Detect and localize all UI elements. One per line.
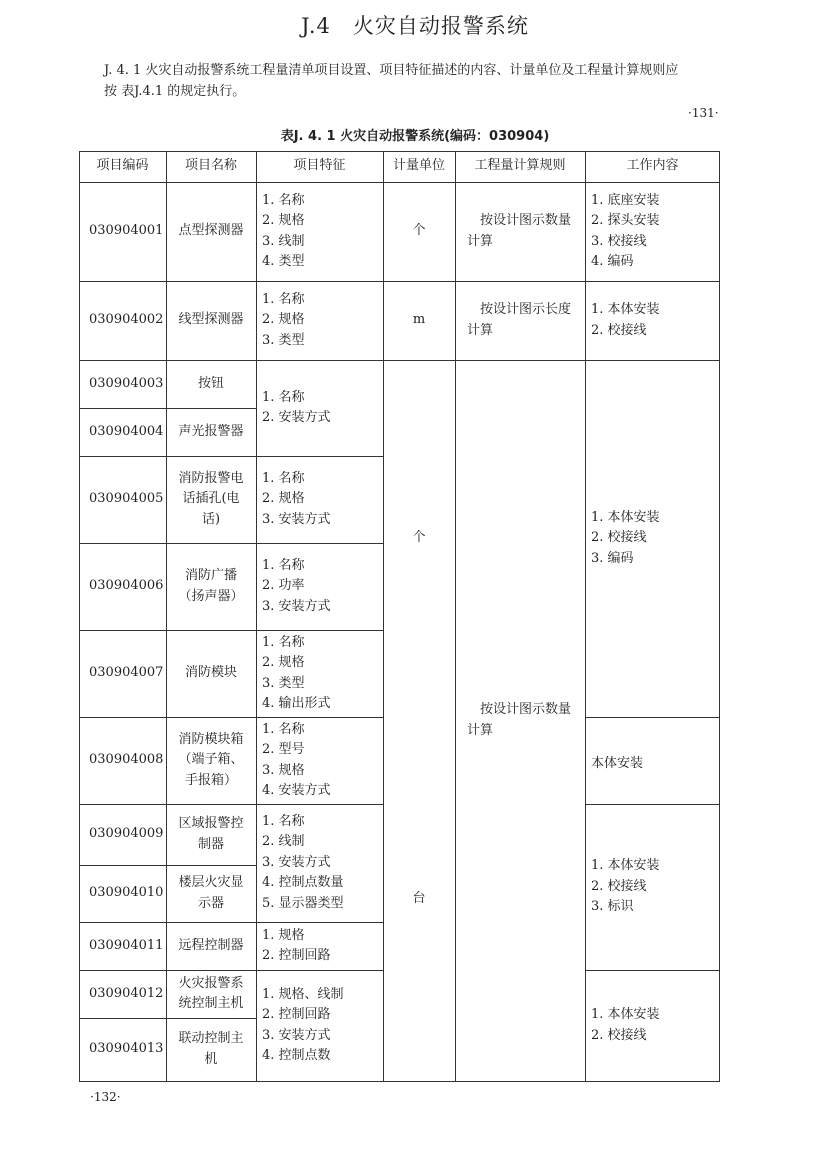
- header-unit: [383, 151, 455, 182]
- item-code: [79, 970, 166, 1018]
- header-label: 计量单位: [392, 158, 445, 174]
- row-divider: [79, 922, 383, 923]
- list-item: 2. 线制: [262, 834, 305, 850]
- header-features: [256, 151, 383, 182]
- item-code: [79, 281, 166, 360]
- item-code: [79, 182, 166, 281]
- item-code: [79, 1018, 166, 1081]
- list-item: 3. 规格: [262, 762, 305, 778]
- item-code: [79, 360, 166, 408]
- feature-group: [256, 543, 383, 630]
- work-cell: [585, 360, 720, 717]
- work-list: [591, 508, 660, 570]
- header-label: 项目特征: [293, 158, 346, 174]
- item-name-text: 线型探测器: [178, 312, 244, 328]
- list-item: 1. 本体安装: [591, 858, 660, 874]
- header-label: 项目名称: [184, 158, 237, 174]
- item-name: [166, 408, 256, 456]
- item-code-text: 030904001: [89, 223, 164, 239]
- header-name: [166, 151, 256, 182]
- unit-cell: [383, 182, 455, 281]
- feature-list: [262, 556, 331, 618]
- quantity-table: [79, 151, 720, 1081]
- item-code-text: 030904011: [89, 937, 164, 953]
- work-cell: [585, 970, 720, 1081]
- list-item: 3. 类型: [262, 332, 305, 348]
- table-caption: 表J. 4. 1 火灾自动报警系统(编码：030904): [280, 129, 550, 144]
- work-cell: [585, 281, 720, 360]
- list-item: 2. 规格: [262, 655, 305, 670]
- intro-paragraph: [104, 60, 764, 102]
- item-name-text: 消防广播（扬声器）: [178, 568, 244, 604]
- item-code-text: 030904006: [89, 578, 164, 594]
- item-name-text: 远程控制器: [178, 937, 244, 953]
- item-code: [79, 717, 166, 804]
- row-divider: [79, 717, 383, 718]
- table-border-right: [719, 151, 720, 1081]
- item-code-text: 030904013: [89, 1041, 164, 1057]
- feature-list: [262, 633, 331, 715]
- item-name-text: 按钮: [197, 375, 224, 391]
- list-item: 3. 线制: [262, 233, 305, 249]
- feature-list: [262, 388, 331, 429]
- list-item: 4. 编码: [591, 254, 634, 269]
- feature-group: [256, 281, 383, 360]
- item-code: [79, 408, 166, 456]
- list-item: 1. 名称: [262, 813, 305, 829]
- work-cell: [585, 182, 720, 281]
- unit-cell: [383, 360, 455, 717]
- intro-line-2: 按 表J.4.1 的规定执行。: [104, 84, 246, 99]
- list-item: 2. 校接线: [591, 530, 647, 546]
- intro-line-1: J. 4. 1 火灾自动报警系统工程量清单项目设置、项目特征描述的内容、计量单位及工程量计算规则应: [104, 63, 679, 78]
- row-divider: [79, 408, 256, 409]
- feature-list: [262, 720, 331, 802]
- column-divider: [455, 151, 456, 1081]
- row-divider: [585, 804, 720, 805]
- rule-text: 按设计图示数量计算: [467, 702, 572, 738]
- work-list: [591, 754, 643, 775]
- list-item: 2. 规格: [262, 213, 305, 228]
- list-item: 4. 输出形式: [262, 696, 331, 711]
- list-item: 5. 显示器类型: [262, 895, 344, 911]
- feature-group: [256, 804, 383, 922]
- item-code: [79, 630, 166, 717]
- header-work: [585, 151, 720, 182]
- list-item: 3. 标识: [591, 899, 634, 915]
- list-item: 4. 类型: [262, 254, 305, 269]
- feature-group: [256, 360, 383, 456]
- item-name-text: 联动控制主机: [178, 1031, 244, 1067]
- item-name-text: 楼层火灾显示器: [178, 875, 244, 911]
- work-cell: [585, 804, 720, 970]
- item-code-text: 030904012: [89, 985, 164, 1001]
- feature-list: [262, 469, 331, 531]
- work-list: [591, 300, 660, 341]
- item-name-text: 消防模块: [184, 665, 237, 681]
- item-name: [166, 630, 256, 717]
- page-number-top: ·131·: [688, 106, 719, 120]
- item-name: [166, 1018, 256, 1081]
- feature-group: [256, 922, 383, 970]
- list-item: 1. 名称: [262, 389, 305, 405]
- list-item: 1. 本体安装: [591, 509, 660, 525]
- feature-group: [256, 970, 383, 1081]
- feature-list: [262, 926, 331, 967]
- rule-cell: [455, 360, 585, 1081]
- unit-cell: [383, 281, 455, 360]
- column-divider: [585, 151, 586, 1081]
- item-code-text: 030904003: [89, 375, 164, 391]
- work-list: [591, 1005, 660, 1046]
- feature-group: [256, 717, 383, 804]
- column-divider: [256, 151, 257, 1081]
- list-item: 4. 安装方式: [262, 783, 331, 798]
- feature-group: [256, 630, 383, 717]
- item-name: [166, 182, 256, 281]
- row-divider: [79, 970, 383, 971]
- row-divider: [79, 360, 720, 361]
- feature-list: [262, 985, 344, 1067]
- list-item: 1. 本体安装: [591, 1007, 660, 1022]
- list-item: 3. 安装方式: [262, 1027, 331, 1043]
- item-name-text: 区域报警控制器: [178, 816, 244, 852]
- row-divider: [585, 970, 720, 971]
- item-name: [166, 360, 256, 408]
- row-divider: [79, 804, 383, 805]
- list-item: 3. 安装方式: [262, 598, 331, 614]
- item-code: [79, 456, 166, 543]
- item-code-text: 030904005: [89, 491, 164, 507]
- item-name: [166, 804, 256, 865]
- list-item: 1. 名称: [262, 291, 305, 307]
- header-code: [79, 151, 166, 182]
- item-name: [166, 922, 256, 970]
- table-border-top: [79, 151, 720, 152]
- list-item: 4. 控制点数: [262, 1048, 331, 1063]
- list-item: 3. 类型: [262, 675, 305, 691]
- unit-text: m: [412, 312, 426, 328]
- rule-text: 按设计图示数量计算: [467, 213, 572, 249]
- list-item: 1. 本体安装: [591, 302, 660, 317]
- item-code-text: 030904010: [89, 885, 164, 901]
- row-divider: [79, 1018, 256, 1019]
- list-item: 3. 编码: [591, 550, 634, 566]
- item-code: [79, 804, 166, 865]
- list-item: 1. 名称: [262, 192, 305, 208]
- feature-group: [256, 182, 383, 281]
- item-code: [79, 865, 166, 922]
- row-divider: [79, 865, 256, 866]
- item-name-text: 火灾报警系统控制主机: [178, 975, 244, 1011]
- list-item: 2. 规格: [262, 312, 305, 328]
- row-divider: [79, 630, 383, 631]
- list-item: 2. 功率: [262, 578, 305, 594]
- unit-text: 台: [412, 890, 426, 906]
- list-item: 2. 控制回路: [262, 948, 331, 963]
- rule-cell: [455, 182, 585, 281]
- column-divider: [166, 151, 167, 1081]
- feature-list: [262, 290, 305, 352]
- feature-group: [256, 456, 383, 543]
- item-name-text: 消防报警电话插孔(电话): [178, 470, 244, 527]
- list-item: 3. 安装方式: [262, 854, 331, 870]
- work-list: [591, 856, 660, 918]
- table-border-bottom: [79, 1081, 720, 1082]
- list-item: 2. 规格: [262, 491, 305, 507]
- list-item: 1. 名称: [262, 557, 305, 573]
- list-item: 1. 规格、线制: [262, 986, 344, 1002]
- item-code-text: 030904004: [89, 423, 164, 439]
- item-code: [79, 922, 166, 970]
- item-name: [166, 456, 256, 543]
- header-divider: [79, 182, 720, 183]
- rule-text: 按设计图示长度计算: [467, 302, 572, 338]
- list-item: 2. 校接线: [591, 878, 647, 894]
- list-item: 1. 规格: [262, 927, 305, 943]
- table-border-left: [79, 151, 80, 1081]
- page-number-bottom: ·132·: [90, 1090, 121, 1104]
- unit-text: 个: [412, 530, 426, 546]
- list-item: 2. 探头安装: [591, 213, 660, 228]
- list-item: 1. 名称: [262, 634, 305, 650]
- list-item: 1. 名称: [262, 470, 305, 486]
- work-cell: [585, 717, 720, 804]
- row-divider: [79, 543, 383, 544]
- section-title: 火灾自动报警系统: [352, 14, 529, 38]
- list-item: 2. 安装方式: [262, 410, 331, 425]
- header-label: 工程量计算规则: [474, 158, 566, 174]
- feature-list: [262, 812, 344, 915]
- list-item: 3. 安装方式: [262, 511, 331, 527]
- row-divider: [79, 281, 720, 282]
- item-name: [166, 970, 256, 1018]
- work-list: [591, 191, 660, 273]
- header-label: 工作内容: [626, 158, 679, 174]
- item-code-text: 030904008: [89, 752, 164, 768]
- list-item: 2. 校接线: [591, 1027, 647, 1043]
- list-item: 2. 控制回路: [262, 1007, 331, 1022]
- item-name-text: 消防模块箱（端子箱、手报箱）: [178, 731, 244, 788]
- list-item: 4. 控制点数量: [262, 875, 344, 891]
- section-heading: [0, 10, 830, 40]
- item-name-text: 声光报警器: [178, 423, 244, 439]
- list-item: 3. 校接线: [591, 233, 647, 249]
- unit-cell: [383, 717, 455, 1081]
- item-code: [79, 543, 166, 630]
- item-code-text: 030904007: [89, 665, 164, 681]
- item-name: [166, 865, 256, 922]
- row-divider: [585, 717, 720, 718]
- row-divider: [79, 456, 383, 457]
- section-number: J.4: [301, 14, 331, 38]
- item-name-text: 点型探测器: [178, 223, 244, 239]
- list-item: 1. 名称: [262, 721, 305, 737]
- list-item: 2. 校接线: [591, 322, 647, 338]
- unit-text: 个: [412, 223, 426, 239]
- item-name: [166, 717, 256, 804]
- item-code-text: 030904002: [89, 312, 164, 328]
- item-name: [166, 281, 256, 360]
- feature-list: [262, 191, 305, 273]
- list-item: 1. 底座安装: [591, 192, 660, 208]
- rule-cell: [455, 281, 585, 360]
- item-code-text: 030904009: [89, 826, 164, 842]
- header-label: 项目编码: [96, 158, 149, 174]
- list-item: 本体安装: [591, 755, 644, 771]
- item-name: [166, 543, 256, 630]
- column-divider: [383, 151, 384, 1081]
- header-rule: [455, 151, 585, 182]
- list-item: 2. 型号: [262, 742, 305, 757]
